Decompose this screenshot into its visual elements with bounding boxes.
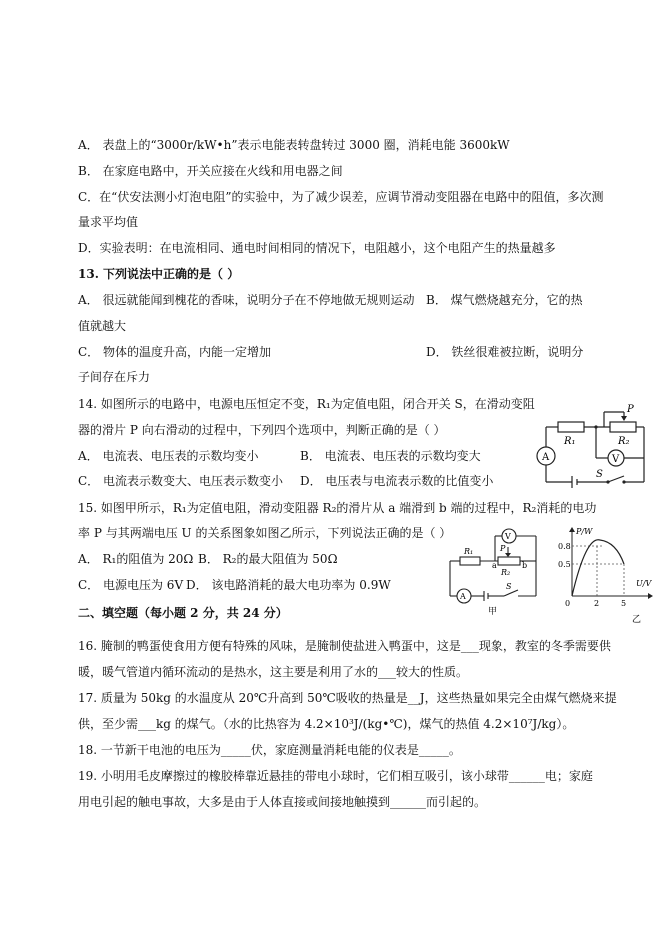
fig15a-p-label: P xyxy=(500,544,506,553)
q15-option-c: C． 电源电压为 6V xyxy=(78,578,184,592)
fig14-r2-label: R₂ xyxy=(618,436,630,447)
option-c-line1: C．在“伏安法测小灯泡电阻”的实验中，为了减少误差，应调节滑动变阻器在电路中的阻值，多次测 xyxy=(78,190,604,204)
fig15b-caption: 乙 xyxy=(632,615,642,625)
q14-option-c: C． 电流表示数变大、电压表示数变小 xyxy=(78,474,283,488)
q13-option-b-cont: 值就越大 xyxy=(78,319,127,333)
fig15a-caption: 甲 xyxy=(488,607,498,616)
question-15-line1: 15. 如图甲所示，R₁为定值电阻，滑动变阻器 R₂的滑片从 a 端滑到 b 端的过程中，R₂消耗的电功 xyxy=(78,501,597,515)
fig15b-y-tick-0.5: 0.5 xyxy=(558,560,571,569)
fig15b-y-tick-0.8: 0.8 xyxy=(558,542,571,551)
fig14-ammeter-label: A xyxy=(542,452,550,463)
q15-circuit-diagram xyxy=(440,526,552,616)
q15-option-d: D． 该电路消耗的最大电功率为 0.9W xyxy=(186,578,391,592)
option-d: D．实验表明：在电流相同、通电时间相同的情况下，电阻越小，这个电阻产生的热量越多 xyxy=(78,241,556,255)
option-c-line2: 量求平均值 xyxy=(78,215,139,229)
q15-option-a: A． R₁的阻值为 20Ω xyxy=(78,552,194,566)
q14-option-d: D． 电压表与电流表示数的比值变小 xyxy=(300,474,494,488)
section-2-heading: 二、填空题（每小题 2 分，共 24 分） xyxy=(78,606,288,620)
fig15a-r1-label: R₁ xyxy=(464,547,474,556)
fig15b-origin: 0 xyxy=(565,599,571,608)
question-16-line2: 暖，暖气管道内循环流动的是热水，这主要是利用了水的___较大的性质。 xyxy=(78,665,469,679)
fig15b-x-tick-2: 2 xyxy=(594,599,600,608)
question-16-line1: 16. 腌制的鸭蛋使食用方便有特殊的风味，是腌制使盐进入鸭蛋中，这是___现象，教室的冬季需要供 xyxy=(78,639,611,653)
q13-option-d-cont: 子间存在斥力 xyxy=(78,370,151,384)
q13-option-c: C． 物体的温度升高，内能一定增加 xyxy=(78,345,271,359)
question-18: 18. 一节新干电池的电压为_____伏，家庭测量消耗电能的仪表是_____。 xyxy=(78,743,461,757)
option-a: A． 表盘上的“3000r/kW•h”表示电能表转盘转过 3000 圈，消耗电能 3600kW xyxy=(78,138,510,152)
fig15a-r2-label: R₂ xyxy=(501,568,511,577)
fig14-switch-label: S xyxy=(596,469,603,480)
question-15-line2: 率 P 与其两端电压 U 的关系图象如图乙所示，下列说法正确的是（ ） xyxy=(78,526,452,540)
fig15a-voltmeter-label: V xyxy=(505,532,511,541)
q15-option-b: B． R₂的最大阻值为 50Ω xyxy=(198,552,338,566)
q13-option-d: D． 铁丝很难被拉断，说明分 xyxy=(426,345,584,359)
question-19-line2: 用电引起的触电事故，大多是由于人体直接或间接地触摸到______而引起的。 xyxy=(78,795,487,809)
fig14-r1-label: R₁ xyxy=(564,436,576,447)
question-17-line2: 供，至少需___kg 的煤气。（水的比热容为 4.2×10³J/(kg•℃)，煤气的热值 4.2×10⁷J/kg）。 xyxy=(78,717,575,731)
question-14-line2: 器的滑片 P 向右滑动的过程中，下列四个选项中，判断正确的是（ ） xyxy=(78,423,446,437)
fig14-voltmeter-label: V xyxy=(612,454,620,465)
fig15b-ylabel: P/W xyxy=(576,527,593,536)
q13-option-b: B． 煤气燃烧越充分，它的热 xyxy=(426,293,583,307)
fig15a-switch-label: S xyxy=(506,582,512,591)
fig15a-b-end-label: b xyxy=(522,561,528,570)
question-17-line1: 17. 质量为 50kg 的水温度从 20℃升高到 50℃吸收的热量是__J，这些热量如果完全由煤气燃烧来提 xyxy=(78,691,617,705)
q14-option-a: A． 电流表、电压表的示数均变小 xyxy=(78,449,259,463)
question-14-line1: 14. 如图所示的电路中，电源电压恒定不变，R₁为定值电阻，闭合开关 S，在滑动变阻 xyxy=(78,397,535,411)
q14-option-b: B． 电流表、电压表的示数均变大 xyxy=(300,449,481,463)
fig15b-xlabel: U/V xyxy=(636,579,652,588)
question-13: 13. 下列说法中正确的是（ ） xyxy=(78,267,240,281)
fig14-p-label: P xyxy=(627,404,634,415)
fig15a-ammeter-label: A xyxy=(460,592,466,601)
question-19-line1: 19. 小明用毛皮摩擦过的橡胶棒靠近悬挂的带电小球时，它们相互吸引，该小球带______电；家庭 xyxy=(78,769,593,783)
fig15a-a-end-label: a xyxy=(492,561,497,570)
fig15b-x-tick-5: 5 xyxy=(621,599,627,608)
option-b: B． 在家庭电路中，开关应接在火线和用电器之间 xyxy=(78,164,343,178)
q13-option-a: A． 很远就能闻到槐花的香味，说明分子在不停地做无规则运动 xyxy=(78,293,415,307)
q15-power-voltage-graph xyxy=(558,526,658,626)
q14-circuit-diagram xyxy=(528,404,648,496)
